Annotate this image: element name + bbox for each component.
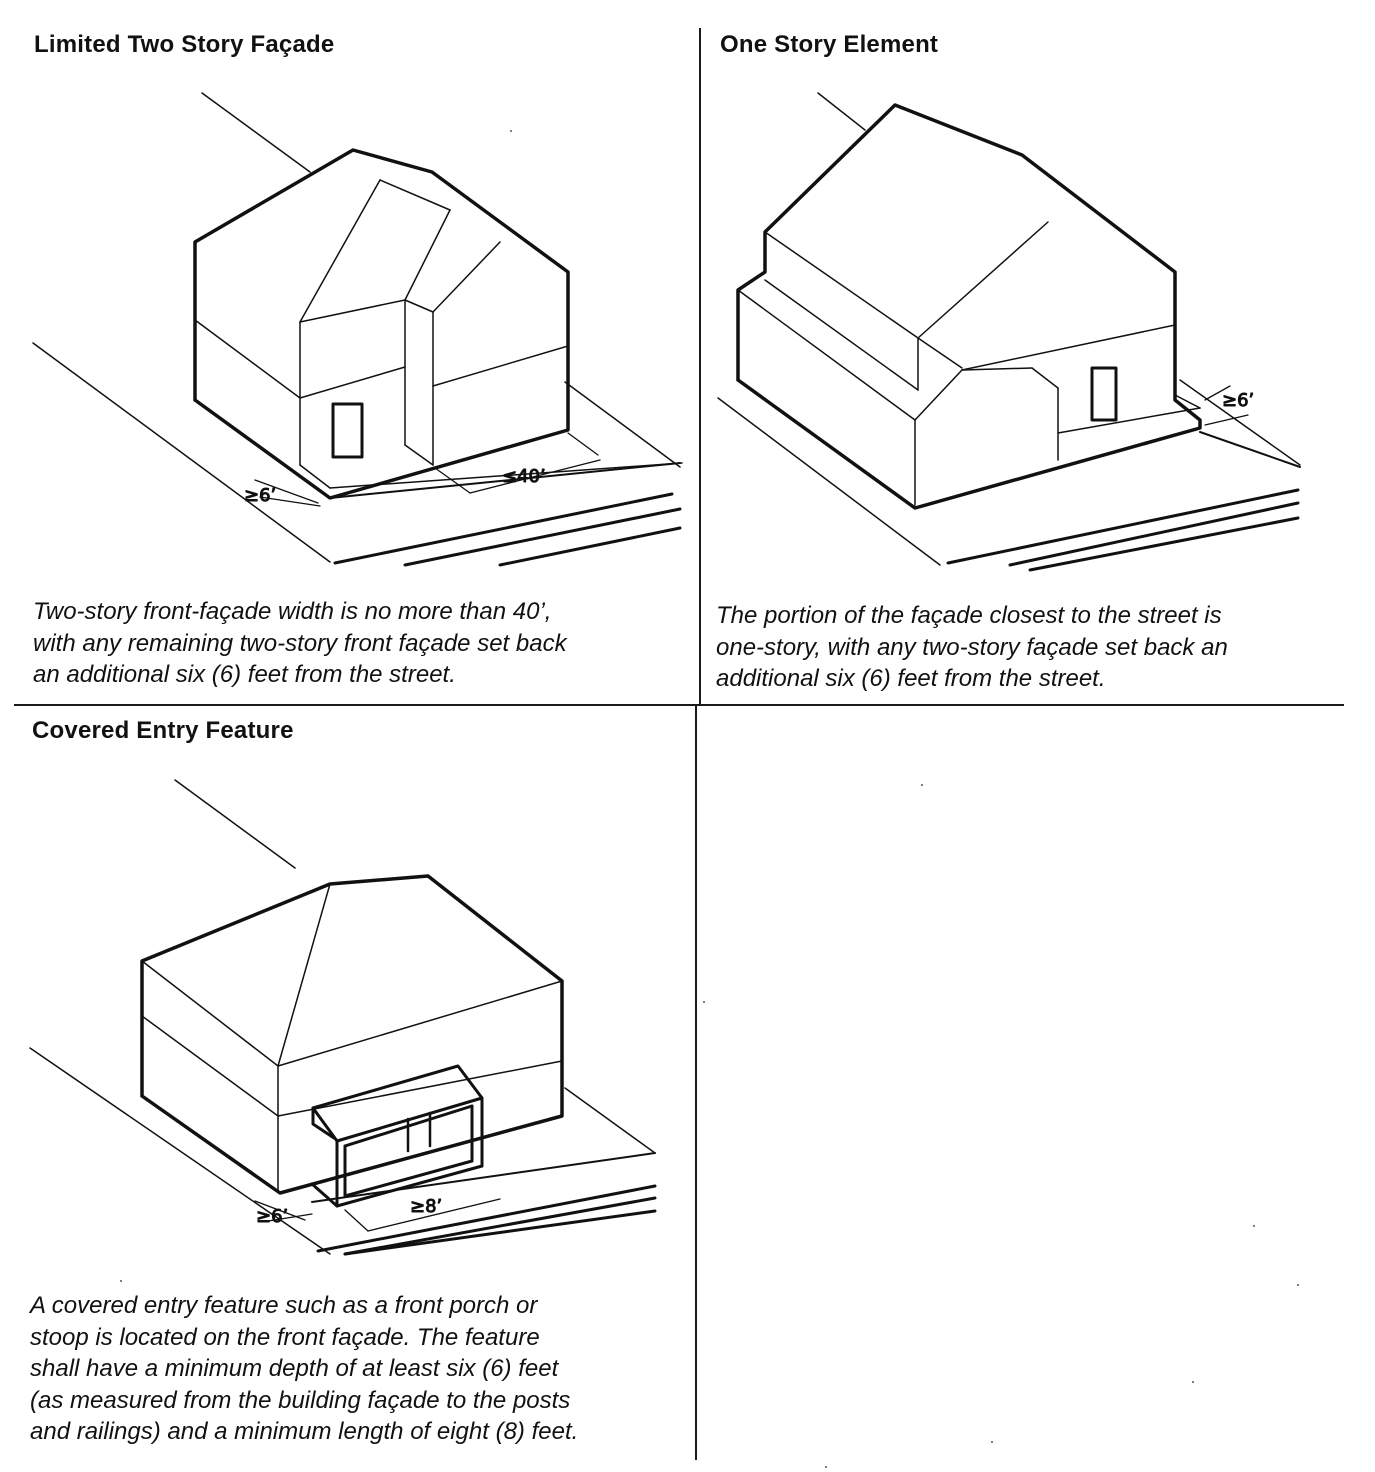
dimension-label-width: ≤40’ [502, 466, 546, 487]
scan-speck [825, 1466, 827, 1468]
caption-line: additional six (6) feet from the street. [716, 665, 1106, 692]
scan-speck [1297, 1284, 1299, 1286]
panel-title-covered-entry: Covered Entry Feature [32, 717, 294, 744]
dimension-label-setback: ≥6’ [244, 485, 277, 506]
caption-line: (as measured from the building façade to the posts [30, 1386, 571, 1414]
caption-line: Two-story front-façade width is no more than 40’, [33, 598, 552, 625]
caption-line: shall have a minimum depth of at least six (6) feet [30, 1355, 559, 1382]
caption-line: The portion of the façade closest to the street is [716, 602, 1222, 629]
caption-line: stoop is located on the front façade. The feature [30, 1323, 540, 1351]
scan-speck [703, 1001, 705, 1003]
scan-speck [1253, 1225, 1255, 1227]
scan-speck [510, 130, 512, 132]
scan-speck [921, 784, 923, 786]
caption-line: and railings) and a minimum length of eight (8) feet. [30, 1418, 579, 1445]
caption-limited-two-story [33, 596, 567, 691]
panel-title-limited-two-story: Limited Two Story Façade [34, 31, 335, 58]
caption-one-story-element [716, 600, 1228, 695]
caption-line: an additional six (6) feet from the street. [33, 661, 456, 688]
scan-speck [991, 1441, 993, 1443]
caption-line: A covered entry feature such as a front porch or [30, 1292, 538, 1319]
panel-title-one-story-element: One Story Element [720, 31, 939, 58]
limited-two-story-house-illustration [0, 0, 700, 590]
caption-line: with any remaining two-story front façade set back [33, 629, 567, 657]
dimension-label-setback: ≥6’ [1222, 390, 1255, 411]
one-story-element-house-illustration [700, 0, 1375, 590]
caption-covered-entry [30, 1290, 578, 1448]
scan-speck [120, 1280, 122, 1282]
scan-speck [1192, 1381, 1194, 1383]
dimension-label-length: ≥8’ [410, 1196, 443, 1217]
caption-line: one-story, with any two-story façade set back an [716, 633, 1228, 661]
covered-entry-house-illustration [0, 706, 696, 1276]
dimension-label-depth: ≥6’ [256, 1206, 289, 1227]
